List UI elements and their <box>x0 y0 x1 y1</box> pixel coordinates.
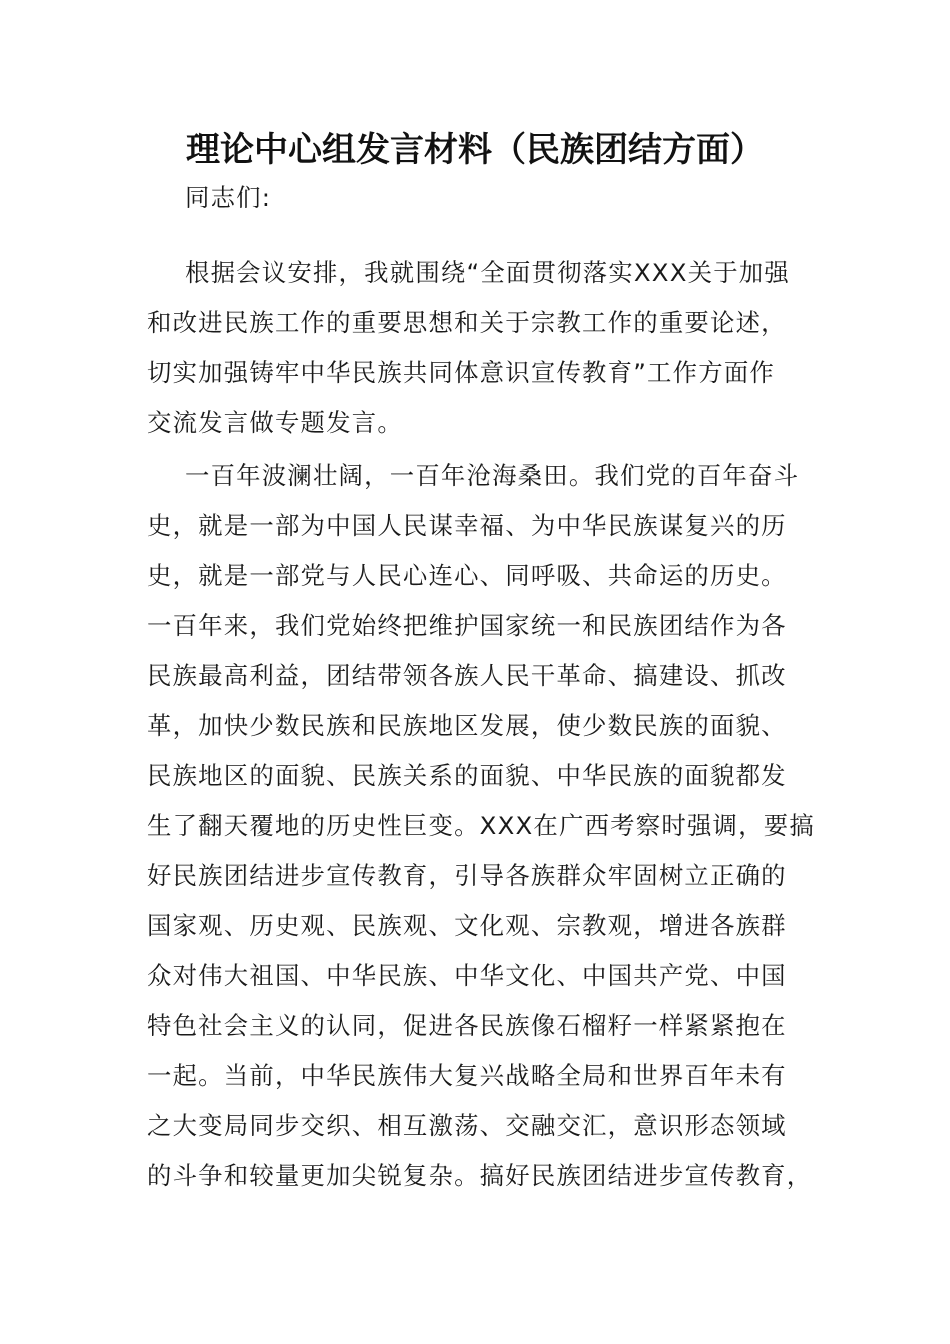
paragraph-line: 交流发言做专题发言。 <box>147 408 403 437</box>
paragraph-line: 一起。当前，中华民族伟大复兴战略全局和世界百年未有 <box>147 1061 787 1090</box>
paragraph-line: 生了翻天覆地的历史性巨变。XXX在广西考察时强调，要搞 <box>147 811 815 840</box>
paragraph-line: 民族地区的面貌、民族关系的面貌、中华民族的面貌都发 <box>147 761 787 790</box>
paragraph-line: 根据会议安排，我就围绕“全面贯彻落实XXX关于加强 <box>185 258 790 287</box>
paragraph-2 <box>147 451 815 1201</box>
paragraph-line: 好民族团结进步宣传教育，引导各族群众牢固树立正确的 <box>147 861 787 890</box>
paragraph-line: 国家观、历史观、民族观、文化观、宗教观，增进各族群 <box>147 911 787 940</box>
greeting-line: 同志们: <box>185 183 272 212</box>
paragraph-line: 一百年波澜壮阔，一百年沧海桑田。我们党的百年奋斗 <box>185 461 800 490</box>
paragraph-line: 的斗争和较量更加尖锐复杂。搞好民族团结进步宣传教育， <box>147 1161 813 1190</box>
paragraph-line: 民族最高利益，团结带领各族人民干革命、搞建设、抓改 <box>147 661 787 690</box>
paragraph-line: 和改进民族工作的重要思想和关于宗教工作的重要论述， <box>147 308 787 337</box>
document-title: 理论中心组发言材料（民族团结方面） <box>186 130 764 170</box>
paragraph-line: 史，就是一部党与人民心连心、同呼吸、共命运的历史。 <box>147 561 787 590</box>
paragraph-line: 之大变局同步交织、相互激荡、交融交汇，意识形态领域 <box>147 1111 787 1140</box>
paragraph-line: 特色社会主义的认同，促进各民族像石榴籽一样紧紧抱在 <box>147 1011 787 1040</box>
paragraph-line: 革，加快少数民族和民族地区发展，使少数民族的面貌、 <box>147 711 787 740</box>
paragraph-1 <box>147 248 807 448</box>
paragraph-line: 切实加强铸牢中华民族共同体意识宣传教育”工作方面作 <box>147 358 776 387</box>
paragraph-line: 众对伟大祖国、中华民族、中华文化、中国共产党、中国 <box>147 961 787 990</box>
paragraph-line: 一百年来，我们党始终把维护国家统一和民族团结作为各 <box>147 611 787 640</box>
paragraph-line: 史，就是一部为中国人民谋幸福、为中华民族谋复兴的历 <box>147 511 787 540</box>
